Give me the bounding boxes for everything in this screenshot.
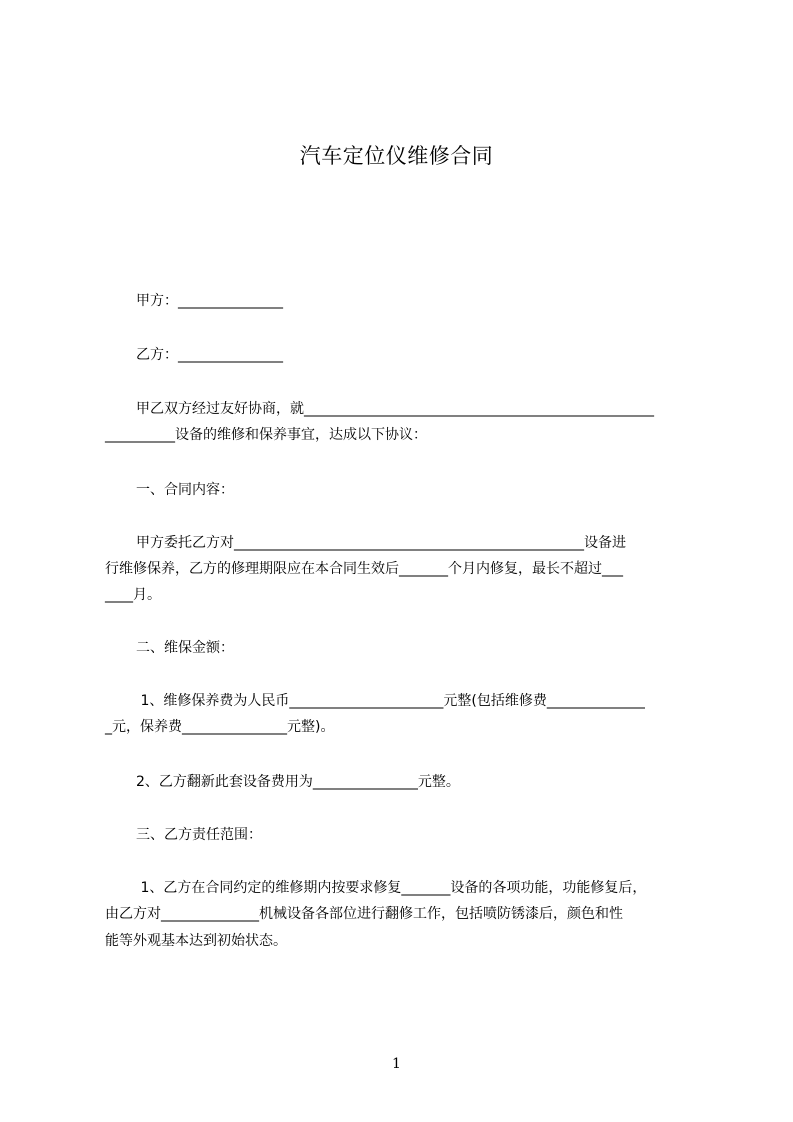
responsibility-line-2: 由乙方对______________机械设备各部位进行翻修工作，包括喷防锈漆后，颜色和性 <box>105 906 623 922</box>
maintenance-fee-line-2: _元，保养费_______________元整)。 <box>105 719 335 735</box>
agreement-intro-line-1: 甲乙双方经过友好协商，就__________________________________________________ <box>136 401 654 417</box>
section-three-heading: 三、乙方责任范围： <box>136 827 262 843</box>
section-one-heading: 一、合同内容： <box>136 482 234 498</box>
responsibility-line-1: 1、乙方在合同约定的维修期内按要求修复_______设备的各项功能，功能修复后， <box>136 880 647 896</box>
party-b-line: 乙方：_______________ <box>136 347 283 363</box>
maintenance-fee-line-1: 1、维修保养费为人民币______________________元整(包括维修费______________ <box>136 693 645 709</box>
renovation-fee-line: 2、乙方翻新此套设备费用为_______________元整。 <box>136 774 460 790</box>
contract-content-line-2: 行维修保养，乙方的修理期限应在本合同生效后_______个月内修复，最长不超过___ <box>105 561 623 577</box>
responsibility-line-3: 能等外观基本达到初始状态。 <box>105 933 287 949</box>
contract-content-line-1: 甲方委托乙方对__________________________________________________设备进 <box>136 535 626 551</box>
page-number: 1 <box>392 1056 401 1072</box>
contract-content-line-3: ____月。 <box>105 587 161 603</box>
section-two-heading: 二、维保金额： <box>136 640 234 656</box>
document-title: 汽车定位仪维修合同 <box>299 144 494 168</box>
party-a-line: 甲方：_______________ <box>136 293 283 309</box>
agreement-intro-line-2: __________设备的维修和保养事宜，达成以下协议： <box>105 427 427 443</box>
